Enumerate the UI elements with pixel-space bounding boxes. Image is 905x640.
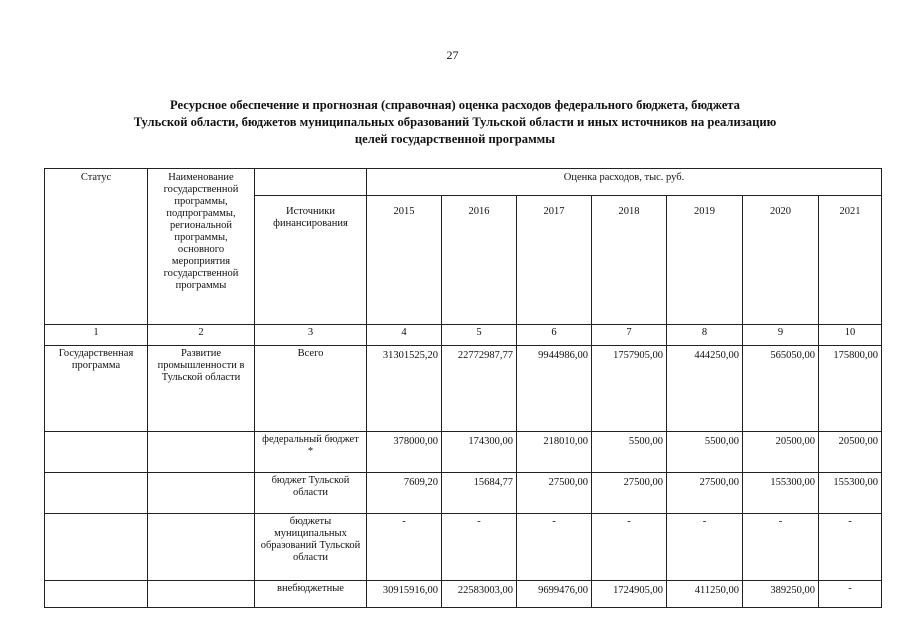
table-row (45, 581, 882, 608)
value-cell: - (819, 514, 882, 581)
column-number: 6 (517, 325, 592, 346)
value-cell: 20500,00 (743, 432, 819, 473)
table-row (45, 432, 882, 473)
table-row (45, 346, 882, 432)
status-cell (45, 473, 148, 514)
value-cell: 5500,00 (667, 432, 743, 473)
value-cell: 15684,77 (442, 473, 517, 514)
header-estimate: Оценка расходов, тыс. руб. (367, 169, 882, 196)
program-name-cell: Развитие промышленности в Тульской области (148, 346, 255, 432)
status-cell (45, 514, 148, 581)
header-source-top (255, 169, 367, 196)
value-cell: 389250,00 (743, 581, 819, 608)
value-cell: 175800,00 (819, 346, 882, 432)
header-name: Наименование государственной программы, подпрограммы, региональной программы, основного мероприятия государственной программы (148, 169, 255, 325)
column-number-row (45, 325, 882, 346)
table-row (45, 473, 882, 514)
column-number: 8 (667, 325, 743, 346)
source-cell: внебюджетные (255, 581, 367, 608)
value-cell: 174300,00 (442, 432, 517, 473)
value-cell: 27500,00 (667, 473, 743, 514)
source-cell: бюджеты муниципальных образований Тульской области (255, 514, 367, 581)
value-cell: - (367, 514, 442, 581)
value-cell: - (592, 514, 667, 581)
column-number: 10 (819, 325, 882, 346)
budget-table (44, 168, 882, 608)
value-cell: 22583003,00 (442, 581, 517, 608)
value-cell: 7609,20 (367, 473, 442, 514)
page-number: 27 (446, 48, 459, 62)
value-cell: 1757905,00 (592, 346, 667, 432)
column-number: 2 (148, 325, 255, 346)
status-cell (45, 581, 148, 608)
value-cell: 9944986,00 (517, 346, 592, 432)
value-cell: 378000,00 (367, 432, 442, 473)
header-year: 2019 (667, 196, 743, 325)
value-cell: 9699476,00 (517, 581, 592, 608)
header-year: 2018 (592, 196, 667, 325)
source-cell: федеральный бюджет * (255, 432, 367, 473)
column-number: 1 (45, 325, 148, 346)
program-name-cell (148, 432, 255, 473)
value-cell: 30915916,00 (367, 581, 442, 608)
value-cell: 565050,00 (743, 346, 819, 432)
value-cell: 22772987,77 (442, 346, 517, 432)
header-year: 2017 (517, 196, 592, 325)
column-number: 9 (743, 325, 819, 346)
value-cell: - (442, 514, 517, 581)
value-cell: - (667, 514, 743, 581)
program-name-cell (148, 514, 255, 581)
column-number: 5 (442, 325, 517, 346)
table-row (45, 514, 882, 581)
value-cell: 5500,00 (592, 432, 667, 473)
status-cell (45, 432, 148, 473)
column-number: 3 (255, 325, 367, 346)
header-year: 2016 (442, 196, 517, 325)
header-year: 2020 (743, 196, 819, 325)
value-cell: 411250,00 (667, 581, 743, 608)
value-cell: 27500,00 (517, 473, 592, 514)
header-year: 2021 (819, 196, 882, 325)
value-cell: 1724905,00 (592, 581, 667, 608)
header-status: Статус (45, 169, 148, 325)
value-cell: 20500,00 (819, 432, 882, 473)
title-line: Ресурсное обеспечение и прогнозная (справочная) оценка расходов федерального бюджета, бюджета (170, 98, 740, 112)
value-cell: 31301525,20 (367, 346, 442, 432)
value-cell: 155300,00 (743, 473, 819, 514)
column-number: 7 (592, 325, 667, 346)
status-cell: Государственная программа (45, 346, 148, 432)
value-cell: - (819, 581, 882, 608)
value-cell: - (517, 514, 592, 581)
title-line: Тульской области, бюджетов муниципальных образований Тульской области и иных источников на реализацию (133, 115, 777, 129)
source-cell: Всего (255, 346, 367, 432)
title-line: целей государственной программы (354, 132, 556, 146)
header-year: 2015 (367, 196, 442, 325)
column-number: 4 (367, 325, 442, 346)
value-cell: - (743, 514, 819, 581)
value-cell: 218010,00 (517, 432, 592, 473)
value-cell: 444250,00 (667, 346, 743, 432)
document-title (60, 97, 850, 148)
source-cell: бюджет Тульской области (255, 473, 367, 514)
value-cell: 155300,00 (819, 473, 882, 514)
value-cell: 27500,00 (592, 473, 667, 514)
program-name-cell (148, 473, 255, 514)
header-source: Источники финансирования (255, 196, 367, 325)
program-name-cell (148, 581, 255, 608)
